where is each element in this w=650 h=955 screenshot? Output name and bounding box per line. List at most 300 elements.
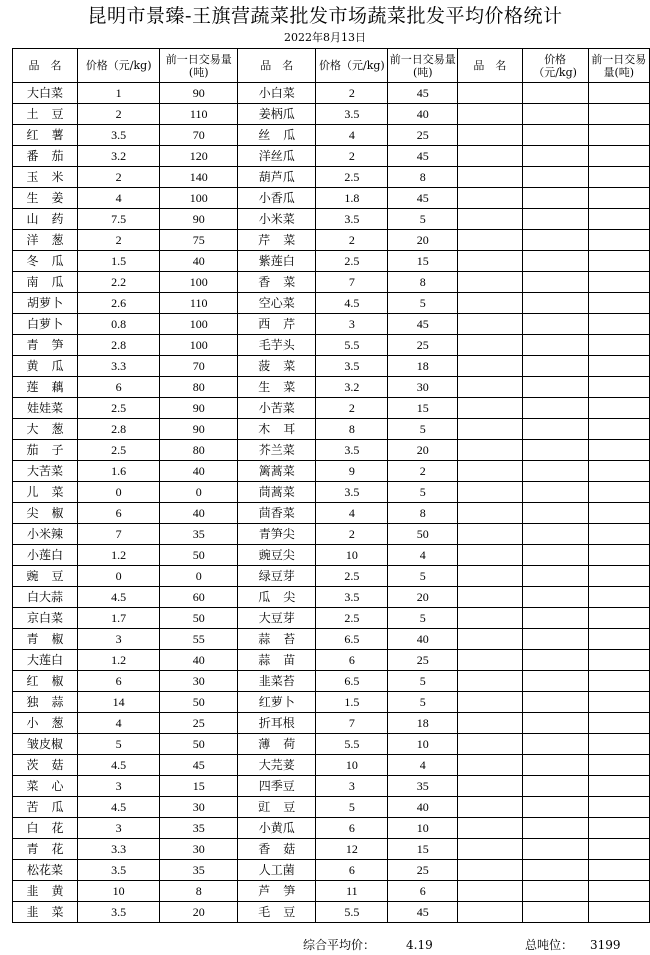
left-name-cell: 白萝卜 [13,314,78,335]
left-name-cell: 豌豆 [13,566,78,587]
table-row [13,650,650,671]
mid-volume-cell: 2 [388,461,458,482]
empty-cell [522,629,588,650]
mid-name-cell: 紫莲白 [238,251,316,272]
left-volume-cell: 100 [160,188,238,209]
table-row [13,503,650,524]
left-price-cell: 7.5 [77,209,159,230]
empty-cell [588,839,649,860]
left-volume-cell: 20 [160,902,238,923]
left-name-cell: 京白菜 [13,608,78,629]
header-price-col-2: 价格（元/kg) [316,49,388,83]
left-name-cell: 小葱 [13,713,78,734]
empty-cell [522,356,588,377]
table-row [13,902,650,923]
mid-price-cell: 9 [316,461,388,482]
empty-cell [588,545,649,566]
left-volume-cell: 60 [160,587,238,608]
left-name-cell: 大苦菜 [13,461,78,482]
left-volume-cell: 90 [160,398,238,419]
left-name-cell: 韭菜 [13,902,78,923]
left-volume-cell: 50 [160,545,238,566]
empty-cell [588,293,649,314]
mid-name-cell: 小黄瓜 [238,818,316,839]
header-price-col-1: 价格（元/kg) [77,49,159,83]
mid-name-cell: 茴香菜 [238,503,316,524]
price-table [12,48,650,923]
left-name-cell: 苦瓜 [13,797,78,818]
left-price-cell: 6 [77,503,159,524]
mid-volume-cell: 8 [388,272,458,293]
left-volume-cell: 90 [160,83,238,104]
empty-cell [458,482,522,503]
mid-name-cell: 西芹 [238,314,316,335]
mid-price-cell: 6 [316,860,388,881]
left-volume-cell: 40 [160,251,238,272]
left-name-cell: 小莲白 [13,545,78,566]
mid-volume-cell: 40 [388,629,458,650]
empty-cell [522,818,588,839]
left-name-cell: 生姜 [13,188,78,209]
empty-cell [458,377,522,398]
empty-cell [458,83,522,104]
left-name-cell: 菜心 [13,776,78,797]
left-volume-cell: 70 [160,356,238,377]
header-name-col-1: 品 名 [13,49,78,83]
empty-cell [522,902,588,923]
mid-price-cell: 2 [316,398,388,419]
left-name-cell: 红椒 [13,671,78,692]
empty-cell [588,188,649,209]
empty-cell [522,503,588,524]
empty-cell [458,839,522,860]
empty-cell [458,167,522,188]
empty-cell [522,83,588,104]
left-name-cell: 小米辣 [13,524,78,545]
table-row [13,440,650,461]
table-row [13,839,650,860]
mid-name-cell: 茼蒿菜 [238,482,316,503]
header-volume-col-2: 前一日交易量(吨) [388,49,458,83]
empty-cell [522,860,588,881]
mid-volume-cell: 45 [388,902,458,923]
left-volume-cell: 8 [160,881,238,902]
mid-volume-cell: 6 [388,881,458,902]
left-name-cell: 大葱 [13,419,78,440]
empty-cell [588,272,649,293]
left-price-cell: 3.5 [77,125,159,146]
empty-cell [588,776,649,797]
left-name-cell: 松花菜 [13,860,78,881]
empty-cell [458,692,522,713]
table-row [13,671,650,692]
empty-cell [458,545,522,566]
mid-price-cell: 2 [316,230,388,251]
mid-price-cell: 4 [316,125,388,146]
mid-name-cell: 青笋尖 [238,524,316,545]
left-price-cell: 2.2 [77,272,159,293]
mid-volume-cell: 5 [388,419,458,440]
table-row [13,83,650,104]
left-price-cell: 2.5 [77,398,159,419]
header-name-col-3: 品 名 [458,49,522,83]
empty-cell [522,398,588,419]
empty-cell [522,755,588,776]
table-row [13,356,650,377]
left-price-cell: 5 [77,734,159,755]
empty-cell [588,755,649,776]
empty-cell [522,125,588,146]
left-volume-cell: 55 [160,629,238,650]
mid-volume-cell: 5 [388,608,458,629]
mid-volume-cell: 20 [388,230,458,251]
mid-name-cell: 大豆芽 [238,608,316,629]
mid-volume-cell: 25 [388,125,458,146]
mid-name-cell: 毛豆 [238,902,316,923]
left-name-cell: 青花 [13,839,78,860]
empty-cell [458,293,522,314]
mid-name-cell: 小苦菜 [238,398,316,419]
left-price-cell: 3 [77,629,159,650]
mid-name-cell: 生菜 [238,377,316,398]
left-price-cell: 1 [77,83,159,104]
mid-price-cell: 11 [316,881,388,902]
table-row [13,272,650,293]
left-price-cell: 6 [77,671,159,692]
mid-name-cell: 小香瓜 [238,188,316,209]
empty-cell [458,755,522,776]
left-price-cell: 0 [77,566,159,587]
empty-cell [458,125,522,146]
empty-cell [588,692,649,713]
mid-price-cell: 5.5 [316,335,388,356]
mid-volume-cell: 5 [388,566,458,587]
left-name-cell: 洋葱 [13,230,78,251]
left-name-cell: 土豆 [13,104,78,125]
left-price-cell: 1.2 [77,545,159,566]
empty-cell [458,713,522,734]
mid-name-cell: 菠菜 [238,356,316,377]
mid-volume-cell: 50 [388,524,458,545]
empty-cell [458,818,522,839]
table-row [13,692,650,713]
empty-cell [522,209,588,230]
mid-volume-cell: 45 [388,146,458,167]
left-price-cell: 6 [77,377,159,398]
mid-name-cell: 芹菜 [238,230,316,251]
left-name-cell: 黄瓜 [13,356,78,377]
left-name-cell: 韭黄 [13,881,78,902]
mid-price-cell: 3.5 [316,209,388,230]
left-price-cell: 2 [77,167,159,188]
mid-name-cell: 折耳根 [238,713,316,734]
empty-cell [588,377,649,398]
mid-name-cell: 香菜 [238,272,316,293]
left-volume-cell: 110 [160,293,238,314]
empty-cell [458,776,522,797]
empty-cell [458,398,522,419]
mid-price-cell: 5.5 [316,734,388,755]
empty-cell [588,419,649,440]
mid-price-cell: 7 [316,713,388,734]
table-row [13,881,650,902]
table-row [13,125,650,146]
mid-price-cell: 2 [316,83,388,104]
report-date: 2022年8月13日 [284,31,366,44]
left-volume-cell: 75 [160,230,238,251]
mid-price-cell: 2.5 [316,167,388,188]
mid-price-cell: 1.5 [316,692,388,713]
left-price-cell: 0.8 [77,314,159,335]
average-price-label: 综合平均价： [303,938,376,952]
mid-price-cell: 10 [316,545,388,566]
left-volume-cell: 80 [160,377,238,398]
mid-volume-cell: 25 [388,650,458,671]
empty-cell [522,335,588,356]
mid-volume-cell: 45 [388,314,458,335]
empty-cell [588,902,649,923]
table-row [13,587,650,608]
left-volume-cell: 140 [160,167,238,188]
empty-cell [588,629,649,650]
mid-name-cell: 芥兰菜 [238,440,316,461]
empty-cell [588,713,649,734]
table-row [13,209,650,230]
table-row [13,482,650,503]
empty-cell [522,608,588,629]
empty-cell [588,482,649,503]
empty-cell [458,146,522,167]
mid-name-cell: 蒜苔 [238,629,316,650]
table-row [13,545,650,566]
empty-cell [458,356,522,377]
mid-volume-cell: 5 [388,692,458,713]
empty-cell [522,419,588,440]
empty-cell [522,293,588,314]
table-row [13,776,650,797]
table-row [13,797,650,818]
empty-cell [522,104,588,125]
left-volume-cell: 15 [160,776,238,797]
empty-cell [522,839,588,860]
empty-cell [588,209,649,230]
left-name-cell: 冬瓜 [13,251,78,272]
mid-price-cell: 6 [316,818,388,839]
mid-volume-cell: 40 [388,104,458,125]
left-volume-cell: 35 [160,524,238,545]
table-row [13,419,650,440]
left-name-cell: 儿菜 [13,482,78,503]
table-row [13,251,650,272]
mid-name-cell: 篱蒿菜 [238,461,316,482]
mid-volume-cell: 10 [388,734,458,755]
empty-cell [522,734,588,755]
mid-volume-cell: 25 [388,860,458,881]
empty-cell [458,524,522,545]
mid-price-cell: 5.5 [316,902,388,923]
mid-price-cell: 2.5 [316,251,388,272]
empty-cell [458,671,522,692]
empty-cell [522,461,588,482]
left-volume-cell: 40 [160,650,238,671]
left-price-cell: 14 [77,692,159,713]
mid-volume-cell: 5 [388,293,458,314]
empty-cell [522,797,588,818]
mid-name-cell: 韭菜苔 [238,671,316,692]
empty-cell [522,671,588,692]
table-row [13,608,650,629]
mid-name-cell: 丝瓜 [238,125,316,146]
table-row [13,335,650,356]
mid-name-cell: 小白菜 [238,83,316,104]
left-price-cell: 2 [77,230,159,251]
table-row [13,566,650,587]
empty-cell [458,314,522,335]
left-name-cell: 尖椒 [13,503,78,524]
left-price-cell: 1.6 [77,461,159,482]
empty-cell [522,314,588,335]
mid-volume-cell: 25 [388,335,458,356]
mid-price-cell: 3 [316,776,388,797]
mid-name-cell: 空心菜 [238,293,316,314]
left-price-cell: 4.5 [77,797,159,818]
mid-price-cell: 5 [316,797,388,818]
empty-cell [458,881,522,902]
mid-name-cell: 姜柄瓜 [238,104,316,125]
mid-volume-cell: 20 [388,440,458,461]
mid-volume-cell: 20 [388,587,458,608]
mid-price-cell: 4.5 [316,293,388,314]
left-volume-cell: 70 [160,125,238,146]
empty-cell [458,335,522,356]
empty-cell [522,251,588,272]
left-volume-cell: 110 [160,104,238,125]
left-price-cell: 3 [77,818,159,839]
left-price-cell: 0 [77,482,159,503]
empty-cell [588,797,649,818]
left-price-cell: 1.5 [77,251,159,272]
mid-name-cell: 芦笋 [238,881,316,902]
empty-cell [458,608,522,629]
mid-price-cell: 3.5 [316,482,388,503]
empty-cell [458,587,522,608]
left-volume-cell: 0 [160,566,238,587]
left-volume-cell: 30 [160,797,238,818]
page-title: 昆明市景臻-王旗营蔬菜批发市场蔬菜批发平均价格统计 [87,5,563,27]
empty-cell [588,734,649,755]
empty-cell [522,566,588,587]
empty-cell [522,146,588,167]
mid-name-cell: 薄荷 [238,734,316,755]
mid-name-cell: 洋丝瓜 [238,146,316,167]
mid-volume-cell: 45 [388,83,458,104]
empty-cell [588,251,649,272]
left-volume-cell: 90 [160,419,238,440]
empty-cell [458,650,522,671]
empty-cell [522,482,588,503]
header-name-col-2: 品 名 [238,49,316,83]
mid-volume-cell: 30 [388,377,458,398]
table-row [13,818,650,839]
empty-cell [588,167,649,188]
empty-cell [588,440,649,461]
mid-price-cell: 3.5 [316,104,388,125]
table-row [13,377,650,398]
table-row [13,230,650,251]
table-header [13,49,650,83]
mid-name-cell: 人工菌 [238,860,316,881]
mid-name-cell: 豇豆 [238,797,316,818]
empty-cell [458,188,522,209]
header-volume-col-3: 前一日交易量(吨) [588,49,649,83]
mid-name-cell: 葫芦瓜 [238,167,316,188]
left-volume-cell: 40 [160,461,238,482]
left-price-cell: 4.5 [77,587,159,608]
left-volume-cell: 80 [160,440,238,461]
left-volume-cell: 0 [160,482,238,503]
mid-volume-cell: 15 [388,398,458,419]
average-price-value: 4.19 [406,938,433,952]
header-volume-col-1: 前一日交易量(吨) [160,49,238,83]
empty-cell [522,587,588,608]
empty-cell [522,776,588,797]
table-body [13,83,650,923]
mid-volume-cell: 10 [388,818,458,839]
table-row [13,734,650,755]
empty-cell [458,419,522,440]
left-volume-cell: 100 [160,314,238,335]
empty-cell [522,167,588,188]
mid-volume-cell: 4 [388,545,458,566]
mid-volume-cell: 15 [388,839,458,860]
table-row [13,629,650,650]
left-price-cell: 4 [77,713,159,734]
empty-cell [458,209,522,230]
empty-cell [458,902,522,923]
table-row [13,461,650,482]
empty-cell [588,881,649,902]
mid-price-cell: 3.5 [316,587,388,608]
empty-cell [458,230,522,251]
mid-price-cell: 7 [316,272,388,293]
empty-cell [458,797,522,818]
mid-name-cell: 蒜苗 [238,650,316,671]
table-row [13,188,650,209]
mid-name-cell: 四季豆 [238,776,316,797]
left-price-cell: 2.5 [77,440,159,461]
empty-cell [588,608,649,629]
left-volume-cell: 120 [160,146,238,167]
empty-cell [588,314,649,335]
left-volume-cell: 50 [160,734,238,755]
left-price-cell: 7 [77,524,159,545]
mid-price-cell: 3.2 [316,377,388,398]
left-price-cell: 2.8 [77,335,159,356]
mid-name-cell: 木耳 [238,419,316,440]
left-price-cell: 2.6 [77,293,159,314]
left-price-cell: 3.5 [77,902,159,923]
empty-cell [588,230,649,251]
empty-cell [588,650,649,671]
empty-cell [588,398,649,419]
left-volume-cell: 35 [160,818,238,839]
mid-name-cell: 毛芋头 [238,335,316,356]
mid-price-cell: 2.5 [316,566,388,587]
left-name-cell: 南瓜 [13,272,78,293]
table-row [13,524,650,545]
left-price-cell: 3.2 [77,146,159,167]
left-volume-cell: 25 [160,713,238,734]
